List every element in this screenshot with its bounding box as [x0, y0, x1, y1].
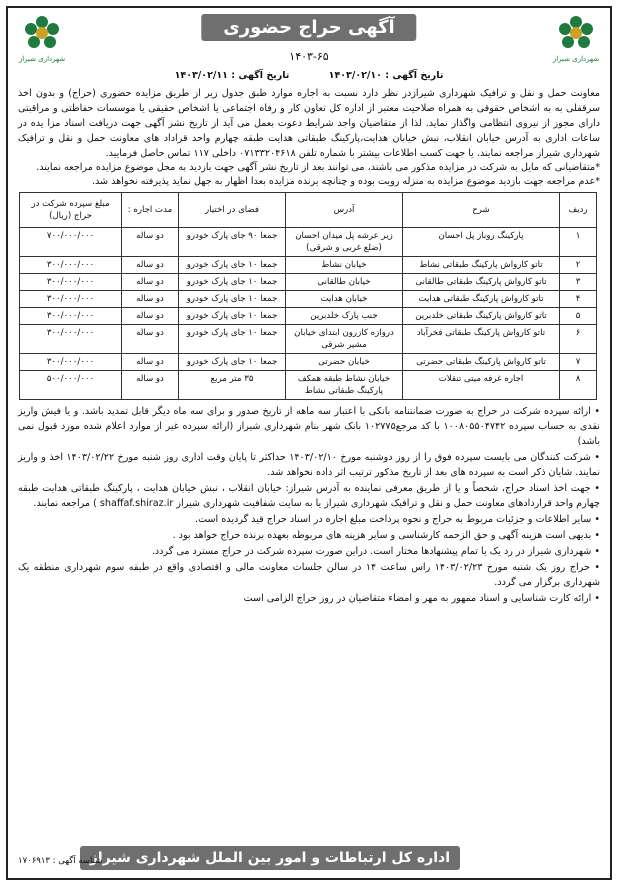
- ad-id: شناسه آگهی : ۱۷۰۶۹۱۳: [18, 856, 103, 866]
- cell-row-number: ۷: [560, 354, 597, 371]
- cell-duration: دو ساله: [122, 228, 179, 257]
- cell-deposit: ۳۰۰/۰۰۰/۰۰۰: [20, 354, 122, 371]
- note-2: *عدم مراجعه جهت بازدید موضوع مزایده به منزله رویت بوده و چنانچه برنده مزایده بعدا اظهار به جهل نماید پذیرفته نخواهد شد.: [91, 176, 600, 187]
- condition-id-card: • ارائه کارت شناسایی و اسناد ممهور به مهر و امضاء متقاضیان در روز حراج الزامی است: [243, 593, 600, 604]
- cell-deposit: ۳۰۰/۰۰۰/۰۰۰: [20, 325, 122, 354]
- condition-deposit: • ارائه سپرده شرکت در حراج به صورت ضمانتنامه بانکی با اعتبار سه ماهه از تاریخ صدور و برای سه ماه دیگر قابل تمدید باشد. و یا فیش واریز نقدی به حساب سپرده ۱۰۰۸۰۵۵۰۴۷۴۲ با کد مرجع۱۰۲۷۷۵ بانک شهر بنام شهرداری شیراز (ارائه سپرده غیر از موارد اعلام شده مورد قبول نمی باشد): [18, 406, 600, 447]
- table-header-row: [20, 193, 597, 228]
- col-address: آدرس: [286, 193, 403, 228]
- cell-description: تاتو کارواش پارکینگ طبقاتی خلدبرین: [403, 308, 560, 325]
- cell-deposit: ۳۰۰/۰۰۰/۰۰۰: [20, 274, 122, 291]
- col-deposit: مبلغ سپرده شرکت در حراج (ریال): [20, 193, 122, 228]
- cell-description: تاتو کارواش پارکینگ طبقاتی فخرآباد: [403, 325, 560, 354]
- cell-address: دروازه کازرون ابتدای خیابان مشیر شرقی: [286, 325, 403, 354]
- cell-address: خیابان نشاط: [286, 257, 403, 274]
- cell-address: زیر عرشه پل میدان احسان (ضلع غربی و شرقی): [286, 228, 403, 257]
- cell-address: جنب پارک خلدبرین: [286, 308, 403, 325]
- cell-duration: دو ساله: [122, 274, 179, 291]
- table-row: [20, 257, 597, 274]
- condition-documents: • جهت اخذ اسناد حراج، شخصاً و یا از طریق معرفی نماینده به آدرس شیراز: خیابان انقلاب ، نبش خیابان هدایت ، پارکینگ طبقاتی هدایت طبقه چهارم واحد قراردادهای معاونت حمل و نقل و ترافیک شهرداری شیراز یا به سایت شفافیت شهرداری شیراز shaffaf.shiraz.ir ) مراجعه نمایند.: [18, 483, 600, 509]
- cell-row-number: ۱: [560, 228, 597, 257]
- condition-rejection: • شهرداری شیراز در رد یک یا تمام پیشنهادها مختار است. دراین صورت سپرده شرکت در حراج مسترد می گردد.: [151, 546, 600, 557]
- cell-space: جمعا ۱۰ جای پارک خودرو: [179, 354, 286, 371]
- items-table: [19, 192, 597, 400]
- cell-row-number: ۳: [560, 274, 597, 291]
- col-space: فضای در اختیار: [179, 193, 286, 228]
- logo-text: شهرداری شیراز: [18, 55, 66, 63]
- table-row: [20, 228, 597, 257]
- flower-logo-icon: [556, 14, 596, 54]
- table-row: [20, 308, 597, 325]
- cell-space: جمعا ۱۰ جای پارک خودرو: [179, 257, 286, 274]
- intro-paragraph: معاونت حمل و نقل و ترافیک شهرداری شیرازدر نظر دارد نسبت به اجاره موارد طبق جدول زیر از طریق مزایده حضوری (حراج) و بدون اخذ سرقفلی به به اشخاص حقوقی به همراه صلاحیت معتبر از اداره کل تعاون کار و رفاه اجتماعی یا اشخاص حقیقی یا موسسات حفاظتی و مراقبتی دارای مجوز از نیروی انتظامی واگذار نماید. لذا از متقاضیان واجد شرایط دعوت بعمل می آید از تاریخ نشر آگهی جهت دریافت اسناد مزا یده در ساعات اداری به آدرس خیابان انقلاب، نبش خیابان هدایت،پارکینگ طبقاتی هدایت طبقه چهارم واحد قراداد های معاونت حمل و نقل و ترافیک شهرداری شیراز مراجعه نمایند. یا جهت کسب اطلاعات بیشتر با شماره تلفن ۰۷۱۳۳۲۰۴۶۱۸ داخلی ۱۱۷ تماس حاصل فرمایید.: [18, 88, 600, 159]
- cell-address: خیابان نشاط طبقه همکف پارکینگ طبقاتی نشاط: [286, 371, 403, 400]
- cell-description: پارکینگ روباز پل احسان: [403, 228, 560, 257]
- note-1: *متقاضیانی که مایل به شرکت در مزایده مذکور می باشند، می توانند بعد از تاریخ نشر آگهی جهت بازدید به محل موضوع مزایده مراجعه نمایند.: [36, 162, 600, 173]
- table-row: [20, 325, 597, 354]
- shiraz-municipality-logo-left: [16, 14, 68, 74]
- shiraz-municipality-logo-right: [550, 14, 602, 74]
- cell-row-number: ۵: [560, 308, 597, 325]
- cell-row-number: ۲: [560, 257, 597, 274]
- cell-duration: دو ساله: [122, 257, 179, 274]
- cell-description: تاتو کارواش پارکینگ طبقاتی هدایت: [403, 291, 560, 308]
- cell-deposit: ۳۰۰/۰۰۰/۰۰۰: [20, 257, 122, 274]
- logo-text: شهرداری شیراز: [552, 55, 600, 63]
- ad-dates: [8, 70, 610, 81]
- table-row: [20, 291, 597, 308]
- cell-duration: دو ساله: [122, 291, 179, 308]
- cell-duration: دو ساله: [122, 308, 179, 325]
- cell-row-number: ۸: [560, 371, 597, 400]
- cell-description: تاتو کارواش پارکینگ طبقاتی نشاط: [403, 257, 560, 274]
- cell-space: جمعا ۱۰ جای پارک خودرو: [179, 274, 286, 291]
- cell-duration: دو ساله: [122, 371, 179, 400]
- ad-title: آگهی حراج حضوری: [201, 14, 416, 41]
- cell-deposit: ۵۰۰/۰۰۰/۰۰۰: [20, 371, 122, 400]
- table-row: [20, 274, 597, 291]
- cell-duration: دو ساله: [122, 325, 179, 354]
- ad-date-1: تاریخ آگهی : ۱۴۰۳/۰۲/۱۰: [328, 70, 444, 81]
- cell-space: جمعا ۱۰ جای پارک خودرو: [179, 291, 286, 308]
- cell-row-number: ۶: [560, 325, 597, 354]
- cell-deposit: ۷۰۰/۰۰۰/۰۰۰: [20, 228, 122, 257]
- cell-address: خیابان طالقانی: [286, 274, 403, 291]
- col-duration: مدت اجاره :: [122, 193, 179, 228]
- cell-description: تاتو کارواش پارکینگ طبقاتی حضرتی: [403, 354, 560, 371]
- condition-auction-date: • حراج روز یک شنبه مورخ ۱۴۰۳/۰۲/۲۳ راس ساعت ۱۴ در سالن جلسات معاونت مالی و اقتصادی واقع در طبقه سوم شهرداری منطقه یک شهرداری برگزار می گردد.: [18, 562, 600, 588]
- cell-address: خیابان حضرتی: [286, 354, 403, 371]
- ad-number: ۱۴۰۳-۶۵: [289, 50, 329, 63]
- table-row: [20, 354, 597, 371]
- col-row-number: ردیف: [560, 193, 597, 228]
- cell-description: اجاره غرفه میتی تنقلات: [403, 371, 560, 400]
- flower-logo-icon: [22, 14, 62, 54]
- cell-deposit: ۳۰۰/۰۰۰/۰۰۰: [20, 291, 122, 308]
- ad-footer: [8, 842, 610, 878]
- cell-deposit: ۳۰۰/۰۰۰/۰۰۰: [20, 308, 122, 325]
- cell-space: جمعا ۱۰ جای پارک خودرو: [179, 308, 286, 325]
- cell-space: جمعا ۹۰ جای پارک خودرو: [179, 228, 286, 257]
- footer-org: اداره کل ارتباطات و امور بین الملل شهرداری شیراز: [80, 846, 460, 870]
- table-row: [20, 371, 597, 400]
- condition-costs: • بدیهی است هزینه آگهی و حق الزحمه کارشناسی و سایر هزینه های مربوطه بعهده برنده حراج خواهد بود .: [172, 530, 600, 541]
- visit-notes: [8, 161, 610, 189]
- condition-info: • سایر اطلاعات و جزئیات مربوط به حراج و نحوه پرداخت مبلغ اجاره در اسناد حراج قید گردیده است.: [195, 514, 600, 525]
- ad-date-2: تاریخ آگهی : ۱۴۰۳/۰۲/۱۱: [174, 70, 290, 81]
- conditions-list: [8, 400, 610, 606]
- transparency-site-link[interactable]: shaffaf.shiraz.ir: [99, 498, 174, 509]
- cell-duration: دو ساله: [122, 354, 179, 371]
- cell-space: جمعا ۱۰ جای پارک خودرو: [179, 325, 286, 354]
- ad-page: [6, 6, 612, 880]
- ad-header: [8, 8, 610, 86]
- cell-row-number: ۴: [560, 291, 597, 308]
- cell-space: ۳۵ متر مربع: [179, 371, 286, 400]
- cell-address: خیابان هدایت: [286, 291, 403, 308]
- condition-deadline: • شرکت کنندگان می بایست سپرده فوق را از روز دوشنبه مورخ ۱۴۰۳/۰۲/۱۰ حداکثر تا پایان وقت اداری روز شنبه مورخ ۱۴۰۳/۰۲/۲۲ اخذ و واریز نمایند. شایان ذکر است به سپرده های بعد از تاریخ مذکور ترتیب اثر داده نخواهد شد.: [18, 452, 600, 478]
- col-description: شرح: [403, 193, 560, 228]
- cell-description: تاتو کارواش پارکینگ طبقاتی طالقانی: [403, 274, 560, 291]
